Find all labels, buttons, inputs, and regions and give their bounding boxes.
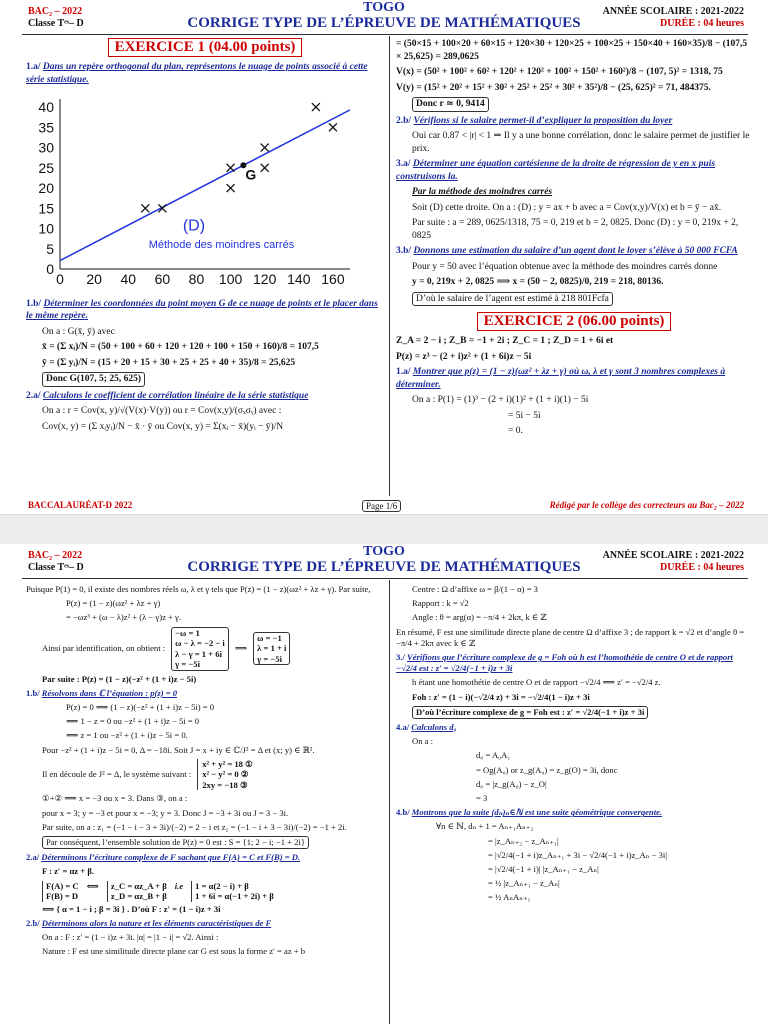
question-4a: Calculons d₀ — [411, 722, 457, 733]
exercice-2-title: EXERCICE 2 (06.00 points) — [477, 312, 672, 331]
question-2a: Calculons le coefficient de corrélation linéaire de la série statistique — [42, 390, 309, 401]
y-tick-label: 40 — [38, 99, 54, 116]
p2-l13: ⟺ { α = 1 − i ; β = 3i } . D’où F : z′ = (1 − i)z + 3i — [42, 903, 221, 914]
vy-value: V(y) = (15² + 20² + 15² + 30² + 25² + 25² + 30² + 35²)/8 − (25, 625)² = 71, 484375. — [396, 82, 711, 93]
p1-line-2: = 5i − 5i — [508, 410, 541, 421]
data-point — [312, 103, 320, 111]
p2-r8b: d₀ = A₀A₁ — [476, 750, 511, 761]
p2-l2a: P(z) = (1 − z)(ωz² + λz + γ) — [66, 598, 161, 609]
ident-system: −ω = 1 ω − λ = −2 − i λ − γ = 1 + 6i γ = −5i — [171, 627, 229, 671]
page-title-2: CORRIGE TYPE DE L’ÉPREUVE DE MATHÉMATIQUES — [187, 559, 581, 575]
exercice-1-title: EXERCICE 1 (04.00 points) — [108, 38, 303, 57]
p2-l1: Puisque P(1) = 0, il existe des nombres réels ω, λ et γ tels que P(z) = (1 − z)(ωz² + λz + γ). Par suite, — [26, 584, 371, 594]
question-1b-ex2: Résolvons dans ℂ l’équation : p(z) = 0 — [41, 687, 178, 698]
y-tick-label: 10 — [38, 220, 54, 237]
data-point — [329, 123, 337, 131]
ident-intro: Ainsi par identification, on obtient : — [42, 643, 166, 653]
y-tick-label: 35 — [38, 119, 54, 136]
p2-l10: Par conséquent, l’ensemble solution de P(z) = 0 est : S = {1; 2 − i; −1 + 2i} — [42, 836, 309, 849]
data-point — [261, 144, 269, 152]
page-gap — [0, 514, 768, 546]
question-3a: Déterminer une équation cartésienne de la droite de régression de y en x puis construisons la. — [396, 159, 716, 182]
footer-right: Rédigé par le collège des correcteurs au Bac₂ – 2022 — [549, 500, 744, 510]
a-value: Par suite : a = 289, 0625/1318, 75 = 0, 219 et b = 2, 0825. Donc (D) : y = 0, 219x + 2, 0825 — [412, 218, 739, 241]
x-tick-label: 140 — [287, 271, 311, 287]
p2-r3: Angle : θ = arg(α) = −π/4 + 2kπ, k ∈ ℤ — [412, 612, 547, 623]
question-2b-ex2: Déterminons alors la nature et les éléments caractéristiques de F — [41, 917, 272, 928]
page-header — [0, 0, 768, 38]
school-year: ANNÉE SCOLAIRE : 2021-2022 — [602, 6, 744, 17]
data-point — [261, 164, 269, 172]
question-1a: Dans un repère orthogonal du plan, représentons le nuage de points associé à cette série statistique. — [26, 62, 368, 85]
question-1b: Déterminer les coordonnées du point moyen G de ce nuage de points et le placer dans le même repère. — [26, 298, 378, 321]
g-intro: On a : G(x̄, ȳ) avec — [42, 326, 115, 337]
p2-l14: On a : F : z′ = (1 − i)z + 3i. |α| = |1 − i| = √2. Ainsi : — [42, 931, 219, 942]
p2-l3: Par suite : P(z) = (1 − z)(−z² + (1 + i)z − 5i) — [42, 673, 197, 684]
bac-label: BAC₂ – 2022 — [28, 6, 83, 17]
y-tick-label: 30 — [38, 139, 54, 156]
cov-value: = (50×15 + 100×20 + 60×15 + 120×30 + 120×25 + 100×25 + 150×40 + 160×35)/8 − (107,5 × 25,625) = 289,0625 — [396, 39, 748, 62]
school-year-2: ANNÉE SCOLAIRE : 2021-2022 — [602, 550, 744, 561]
ex2-polynomial: P(z) = z³ − (2 + i)z² + (1 + 6i)z − 5i — [396, 351, 532, 362]
page-number: Page 1/6 — [362, 500, 401, 512]
answer-3b-3: D’où le salaire de l’agent est estimé à 218 801Fcfa — [412, 292, 613, 307]
answer-3b-2: y = 0, 219x + 2, 0825 ⟹ x = (50 − 2, 0825)/0, 219 = 218, 80136. — [412, 277, 664, 287]
column-separator — [389, 36, 390, 496]
regression-line-label: (D) — [182, 217, 206, 235]
ex2-points: Z_A = 2 − i ; Z_B = −1 + 2i ; Z_C = 1 ; Z_D = 1 + 6i et — [396, 336, 614, 346]
p2-r8d: d₀ = |z_g(A₀) − z_O| — [476, 778, 547, 789]
r-formula: On a : r = Cov(x, y)/√(V(x)·V(y)) ou r = Cov(x,y)/(σₓσᵧ) avec : — [42, 406, 282, 416]
p2-r9f: = ½ AₙAₙ₊₁ — [488, 892, 531, 903]
x-tick-label: 40 — [120, 271, 137, 287]
classe-label: Classe Tᵉˢ– D — [28, 18, 84, 29]
mean-point-label: G — [245, 166, 257, 183]
right-column: = (50×15 + 100×20 + 60×15 + 120×30 + 120×25 + 100×25 + 150×40 + 160×35)/8 − (107,5 × 25,625) = 289,0625 V(x) = (50² + 100² + 60² + 120² + 120² + 100² + 150² + 160²)/8 − (107, 5)² = 1318, 75 V(y) = (15² + 20² + 15² + 30² + 25² + 25² + 30² + 35²)/8 − (25, 625)² = 71, 484375. Donc r ≃ 0, 9414 2.b/ Vérifions si le salaire permet-il d’expliquer la proposition du loyer Oui car 0.87 < |r| < 1 ⇒ Il y a une bonne corrélation, donc le salaire permet de justifier le prix. 3.a/ Déterminer une équation cartésienne de la droite de régression de y en x puis construisons la. Par la méthode des moindres carrés Soit (D) cette droite. On a : (D) : y = ax + b avec a = Cov(x,y)/V(x) et b = ȳ − ax̄. Par suite : a = 289, 0625/1318, 75 = 0, 219 et b = 2, 0825. Donc (D) : y = 0, 219x + 2, 0825 3.b/ Donnons une estimation du salaire d’un agent dont le loyer s’élève à 50 000 FCFA Pour y = 50 avec l’équation obtenue avec la méthode des moindres carrés donne y = 0, 219x + 2, 0825 ⟹ x = (50 − 2, 0825)/0, 219 = 218, 80136. D’où le salaire de l’agent est estimé à 218 801Fcfa EXERCICE 2 (06.00 points) Z_A = 2 − i ; Z_B = −1 + 2i ; Z_C = 1 ; Z_D = 1 + 6i et P(z) = z³ − (2 + i)z² + (1 + 6i)z − 5i 1.a/ Montrer que p(z) = (1 − z)(ωz² + λz + γ) où ω, λ et γ sont 3 nombres complexes à déterminer. On a : P(1) = (1)³ − (2 + i)(1)² + (1 + i)(1) − 5i = 5i − 5i = 0. — [396, 38, 752, 441]
p2-l4c: ⟺ z = 1 ou −z² + (1 + i)z − 5i = 0. — [66, 730, 188, 741]
p2-r8a: On a : — [412, 736, 434, 747]
question-1a-ex2: Montrer que p(z) = (1 − z)(ωz² + λz + γ) où ω, λ et γ sont 3 nombres complexes à déterminer. — [396, 367, 726, 390]
bac-label-2: BAC₂ – 2022 — [28, 550, 83, 561]
p2-l8: pour x = 3; y = −3 et pour x = −3; y = 3. Donc J = −3 + 3i ou J = 3 − 3i. — [42, 807, 289, 818]
y-tick-label: 15 — [38, 200, 54, 217]
column-separator-2 — [389, 580, 390, 1024]
data-point — [141, 204, 149, 212]
page-header-2 — [0, 544, 768, 582]
x-tick-label: 60 — [154, 271, 171, 287]
p2-l7: ①+② ⟹ x = −3 ou x = 3. Dans ③, on a : — [42, 793, 188, 804]
x-tick-label: 0 — [56, 271, 64, 287]
duration-2: DURÉE : 04 heures — [660, 562, 744, 573]
x-tick-label: 120 — [253, 271, 277, 287]
p2-l2b: = −ωz³ + (ω − λ)z² + (λ − γ)z + γ. — [66, 612, 181, 623]
question-2b: Vérifions si le salaire permet-il d’expliquer la proposition du loyer — [413, 115, 673, 126]
x-tick-label: 80 — [188, 271, 205, 287]
p2-l5: Pour −z² + (1 + i)z − 5i = 0, Δ = −18i. Soit J = x + iy ∈ ℂ/J² = Δ et (x; y) ∈ ℝ². — [42, 744, 315, 755]
data-point — [227, 164, 235, 172]
page-title: CORRIGE TYPE DE L’ÉPREUVE DE MATHÉMATIQUES — [187, 15, 581, 31]
footer-left: BACCALAURÉAT-D 2022 — [28, 500, 133, 510]
p2-r8c: = Og(A₀) or z_g(A₀) = z_g(O) = 3i, donc — [476, 764, 618, 775]
left-column: EXERCICE 1 (04.00 points) 1.a/ Dans un repère orthogonal du plan, représentons le nuage de points associé à cette série statistique. 0 5 10 15 20 25 30 35 40 0 20 40 60 80 100 120 140 160 G (D) Méthode des moindres carrés 1.b/ Déterminer les coordonnées du point moyen G de ce nuage de points et le placer dans le même repère. On a : G(x̄, ȳ) avec x̄ = (Σ xᵢ)/N = (50 + 100 + 60 + 120 + 120 + 100 + 150 + 160)/8 = 107,5 ȳ = (Σ yᵢ)/N = (15 + 20 + 15 + 30 + 25 + 25 + 40 + 35)/8 = 25,625 Donc G(107, 5; 25, 625) 2.a/ Calculons le coefficient de corrélation linéaire de la série statistique On a : r = Cov(x, y)/√(V(x)·V(y)) ou r = Cov(x,y)/(σₓσᵧ) avec : Cov(x, y) = (Σ xᵢyᵢ)/N − x̄ · ȳ ou Cov(x, y) = Σ(xᵢ − x̄)(yᵢ − ȳ)/N — [26, 38, 384, 436]
p2-r9c: = |√2/4(−1 + i)z_Aₙ₊₁ + 3i − √2/4(−1 + i)z_Aₙ − 3i| — [488, 849, 668, 860]
p2-r7: D’où l’écriture complexe de g = Foh est : z′ = √2/4(−1 + i)z + 3i — [412, 706, 648, 719]
p2-l9: Par suite, on a : z₁ = (−1 − i − 3 + 3i)/(−2) = 2 − i et z₂ = (−1 − i + 3 − 3i)/(−2) = −1 + 2i. — [42, 821, 347, 832]
question-4b: Montrons que la suite (dₙ)ₙ∈ℕ est une suite géométrique convergente. — [411, 807, 663, 818]
y-tick-label: 20 — [38, 180, 54, 197]
x-tick-label: 20 — [86, 271, 102, 287]
left-column-2: Puisque P(1) = 0, il existe des nombres réels ω, λ et γ tels que P(z) = (1 − z)(ωz² + λz + γ). Par suite, P(z) = (1 − z)(ωz² + λz + γ) = −ωz³ + (ω − λ)z² + (λ − γ)z + γ. Ainsi par identification, on obtient : −ω = 1 ω − λ = −2 − i λ − γ = 1 + 6i γ = −5i ⟹ ω = −1 λ = 1 + i γ = −5i Par suite : P(z) = (1 − z)(−z² + (1 + i)z − 5i) 1.b/ Résolvons dans ℂ l’équation : p(z) = 0 P(z) = 0 ⟹ (1 − z)(−z² + (1 + i)z − 5i) = 0 ⟺ 1 − z = 0 ou −z² + (1 + i)z − 5i = 0 ⟺ z = 1 ou −z² + (1 + i)z − 5i = 0. Pour −z² + (1 + i)z − 5i = 0, Δ = −18i. Soit J = x + iy ∈ ℂ/J² = Δ et (x; y) ∈ ℝ². Il en découle de J² = Δ, le système suivant : x² + y² = 18 ① x² − y² = 0 ② 2xy = −18 ③ ①+② ⟹ x = −3 ou x = 3. Dans ③, on a : pour x = 3; y = −3 et pour x = −3; y = 3. Donc J = −3 + 3i ou J = 3 − 3i. Par suite, on a : z₁ = (−1 − i − 3 + 3i)/(−2) = 2 − i et z₂ = (−1 − i + 3 − 3i)/(−2) = −1 + 2i. Par conséquent, l’ensemble solution de P(z) = 0 est : S = {1; 2 − i; −1 + 2i} 2.a/ Déterminons l’écriture complexe de F sachant que F(A) = C et F(B) = D. F : z′ = αz + β. F(A) = C F(B) = D ⟺ z_C = αz_A + β z_D = αz_B + β i.e 1 = α(2 − i) + β 1 + 6i = α(−1 + 2i) + β ⟺ { α = 1 − i ; β = 3i } . D’où F : z′ = (1 − i)z + 3i 2.b/ Déterminons alors la nature et les éléments caractéristiques de F On a : F : z′ = (1 − i)z + 3i. |α| = |1 − i| = √2. Ainsi : Nature : F est une similitude directe plane car G est sous la forme z′ = az + b — [26, 584, 384, 960]
vx-value: V(x) = (50² + 100² + 60² + 120² + 120² + 100² + 150² + 160²)/8 − (107, 5)² = 1318, 75 — [396, 67, 723, 77]
y-tick-label: 5 — [46, 240, 54, 257]
p2-r9a: ∀n ∈ ℕ, dₙ + 1 = Aₙ₊₁Aₙ₊₂ — [436, 821, 534, 832]
droite-def: Soit (D) cette droite. On a : (D) : y = ax + b avec a = Cov(x,y)/V(x) et b = ȳ − ax̄. — [412, 202, 722, 213]
answer-2b: Oui car 0.87 < |r| < 1 ⇒ Il y a une bonne corrélation, donc le salaire permet de justifier le prix. — [412, 131, 750, 154]
duration: DURÉE : 04 heures — [660, 18, 744, 29]
ident-result: ω = −1 λ = 1 + i γ = −5i — [253, 632, 290, 666]
header-rule — [22, 34, 748, 35]
scatter-chart — [26, 89, 356, 289]
y-tick-label: 25 — [38, 159, 54, 176]
data-point — [227, 184, 235, 192]
x-tick-label: 100 — [218, 271, 243, 287]
cov-formula: Cov(x, y) = (Σ xᵢyᵢ)/N − x̄ · ȳ ou Cov(x, y) = Σ(xᵢ − x̄)(yᵢ − ȳ)/N — [42, 421, 284, 432]
classe-label-2: Classe Tᵉˢ– D — [28, 562, 84, 573]
mmc-title: Par la méthode des moindres carrés — [412, 187, 553, 197]
p2-r9b: = |z_Aₙ₊₂ − z_Aₙ₊₁| — [488, 835, 559, 846]
xbar-formula: x̄ = (Σ xᵢ)/N = (50 + 100 + 60 + 120 + 120 + 100 + 150 + 160)/8 = 107,5 — [42, 342, 319, 352]
x-tick-label: 160 — [321, 271, 345, 287]
right-column-2: Centre : Ω d’affixe ω = β/(1 − α) = 3 Rapport : k = √2 Angle : θ = arg(α) = −π/4 + 2kπ, k ∈ ℤ En résumé, F est une similitude directe plane de centre Ω d’affixe 3 ; de rapport k = √2 et d’angle θ = −π/4 + 2kπ avec k ∈ ℤ 3./ Vérifions que l’écriture complexe de g = Foh où h est l’homothétie de centre O et de rapport −√2/4 est : z′ = √2/4(−1 + i)z + 3i h étant une homothétie de centre O et de rapport −√2/4 ⟹ z′ = −√2/4 z. Foh : z′ = (1 − i)(−√2/4 z) + 3i = −√2/4(1 − i)z + 3i D’où l’écriture complexe de g = Foh est : z′ = √2/4(−1 + i)z + 3i 4.a/ Calculons d₀ On a : d₀ = A₀A₁ = Og(A₀) or z_g(A₀) = z_g(O) = 3i, donc d₀ = |z_g(A₀) − z_O| = 3 4.b/ Montrons que la suite (dₙ)ₙ∈ℕ est une suite géométrique convergente. ∀n ∈ ℕ, dₙ + 1 = Aₙ₊₁Aₙ₊₂ = |z_Aₙ₊₂ − z_Aₙ₊₁| = |√2/4(−1 + i)z_Aₙ₊₁ + 3i − √2/4(−1 + i)z_Aₙ − 3i| = |√2/4(−1 + i)| |z_Aₙ₊₁ − z_Aₙ| = ½ |z_Aₙ₊₁ − z_Aₙ| = ½ AₙAₙ₊₁ — [396, 584, 752, 907]
question-3-ex2: Vérifions que l’écriture complexe de g = Foh où h est l’homothétie de centre O et de rapport −√2/4 est : z′ = √2/4(−1 + i)z + 3i — [396, 652, 733, 674]
method-annotation: Méthode des moindres carrés — [148, 238, 295, 251]
p2-l4a: P(z) = 0 ⟹ (1 − z)(−z² + (1 + i)z − 5i) = 0 — [66, 702, 215, 713]
p2-r4: En résumé, F est une similitude directe plane de centre Ω d’affixe 3 ; de rapport k = √2 et d’angle θ = −π/4 + 2kπ avec k ∈ ℤ — [396, 626, 745, 648]
p2-r2: Rapport : k = √2 — [412, 598, 469, 609]
p2-l15: Nature : F est une similitude directe plane car G est sous la forme z′ = az + b — [42, 946, 306, 957]
country-title-2: TOGO — [363, 544, 405, 559]
p2-l6-system: x² + y² = 18 ① x² − y² = 0 ② 2xy = −18 ③ — [197, 759, 253, 791]
p1-line-1: On a : P(1) = (1)³ − (2 + i)(1)² + (1 + i)(1) − 5i — [412, 395, 589, 405]
y-tick-label: 0 — [46, 261, 54, 277]
p2-r8e: = 3 — [476, 793, 488, 804]
question-3b: Donnons une estimation du salaire d’un agent dont le loyer s’élève à 50 000 FCFA — [413, 246, 738, 256]
header-rule-2 — [22, 578, 748, 579]
p2-l4b: ⟺ 1 − z = 0 ou −z² + (1 + i)z − 5i = 0 — [66, 716, 200, 727]
p2-r9d: = |√2/4(−1 + i)| |z_Aₙ₊₁ − z_Aₙ| — [488, 864, 599, 875]
country-title: TOGO — [363, 0, 405, 15]
p2-l11: F : z′ = αz + β. — [42, 866, 94, 877]
exam-page-2 — [0, 544, 768, 1024]
p1-line-3: = 0. — [508, 426, 523, 436]
p2-r9e: = ½ |z_Aₙ₊₁ − z_Aₙ| — [488, 878, 560, 889]
r-result: Donc r ≃ 0, 9414 — [412, 97, 489, 112]
p2-r5: h étant une homothétie de centre O et de rapport −√2/4 ⟹ z′ = −√2/4 z. — [412, 677, 661, 688]
p2-l6-intro: Il en découle de J² = Δ, le système suivant : — [42, 768, 192, 779]
p2-l12-system: F(A) = C F(B) = D ⟺ z_C = αz_A + β z_D = αz_B + β i.e 1 = α(2 − i) + β 1 + 6i = α(−1 + 2i) + β — [42, 881, 384, 902]
g-result: Donc G(107, 5; 25, 625) — [42, 372, 145, 387]
ybar-formula: ȳ = (Σ yᵢ)/N = (15 + 20 + 15 + 30 + 25 + 25 + 40 + 35)/8 = 25,625 — [42, 357, 296, 368]
p2-r6: Foh : z′ = (1 − i)(−√2/4 z) + 3i = −√2/4(1 − i)z + 3i — [412, 691, 590, 702]
p2-r1: Centre : Ω d’affixe ω = β/(1 − α) = 3 — [412, 584, 538, 594]
question-2a-ex2: Déterminons l’écriture complexe de F sachant que F(A) = C et F(B) = D. — [41, 852, 301, 863]
answer-3b-1: Pour y = 50 avec l’équation obtenue avec la méthode des moindres carrés donne — [412, 261, 718, 272]
